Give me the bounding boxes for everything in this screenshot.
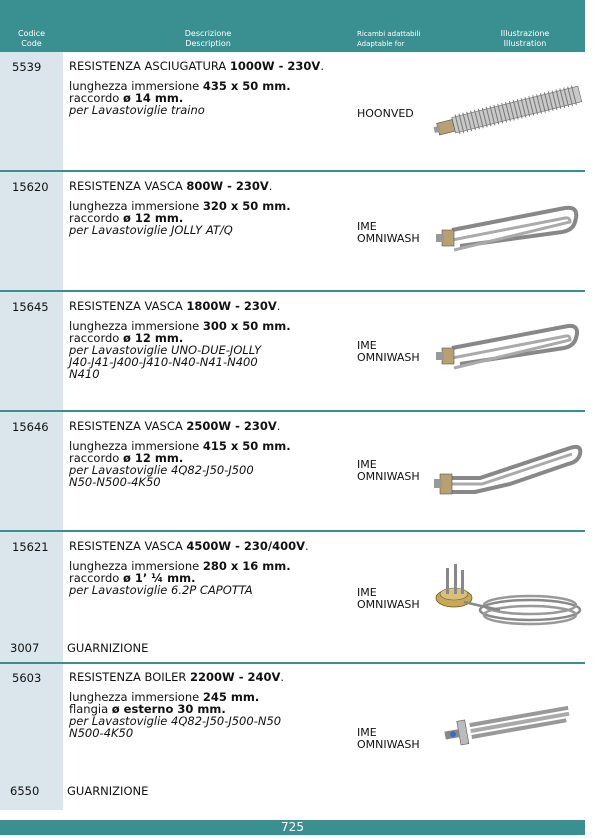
header-adaptable: Ricambi adattabili Adaptable for [357,29,421,48]
item-description: RESISTENZA BOILER 2200W - 240V. lunghezza immersione 245 mm. flangia ø esterno 30 mm. per Lavastoviglie 4Q82-J50-J500-N50 N500-4K50 [69,670,285,740]
finned-heating-element-icon [430,82,585,146]
flange-coil-heating-element-icon [430,558,585,637]
tank-heating-element-icon [430,200,580,269]
item-adaptable: IME OMNIWASH [357,339,420,364]
table-row [0,664,585,810]
boiler-heating-element-icon [430,699,580,753]
item-description: RESISTENZA VASCA 800W - 230V. lunghezza immersione 320 x 50 mm. raccordo ø 12 mm. per Lavastoviglie JOLLY AT/Q [69,179,291,237]
item-description: RESISTENZA ASCIUGATURA 1000W - 230V. lunghezza immersione 435 x 50 mm. raccordo ø 14 mm. per Lavastoviglie traino [69,59,324,117]
item-description: RESISTENZA VASCA 4500W - 230/400V. lunghezza immersione 280 x 16 mm. raccordo ø 1’ ¼ mm. per Lavastoviglie 6.2P CAPOTTA [69,539,309,597]
page-number: 725 [281,820,304,834]
item-code: 15645 [12,300,49,314]
table-row [0,52,585,170]
tank-heating-element-bent-icon [430,434,585,508]
table-row [0,292,585,410]
item-description: RESISTENZA VASCA 2500W - 230V. lunghezza immersione 415 x 50 mm. raccordo ø 12 mm. per Lavastoviglie 4Q82-J50-J500 N50-N500-4K50 [69,419,291,489]
item-adaptable: IME OMNIWASH [357,458,420,483]
item-code: 15646 [12,420,49,434]
item-adaptable: IME OMNIWASH [357,726,420,751]
header-code: Codice Code [17,28,46,48]
table-row [0,412,585,530]
tank-heating-element-icon [430,320,580,384]
item-sub-code: 3007 [10,641,40,655]
page-footer [0,820,585,835]
item-code: 15621 [12,540,49,554]
item-sub-code: 6550 [10,784,40,798]
item-sub-description: GUARNIZIONE [67,784,149,798]
item-description: RESISTENZA VASCA 1800W - 230V. lunghezza immersione 300 x 50 mm. raccordo ø 12 mm. per Lavastoviglie UNO-DUE-JOLLY J40-J41-J400-J410-N40-N41-N400 N410 [69,299,291,381]
header-illustration: Illustrazione Illustration [500,28,550,48]
table-header [0,25,585,52]
item-code: 15620 [12,180,49,194]
item-code: 5539 [12,60,42,74]
table-row [0,532,585,662]
table-row [0,172,585,290]
item-adaptable: IME OMNIWASH [357,220,420,245]
item-adaptable: HOONVED [357,107,414,120]
item-code: 5603 [12,671,42,685]
item-adaptable: IME OMNIWASH [357,586,420,611]
item-sub-description: GUARNIZIONE [67,641,149,655]
header-description: Descrizione Description [184,28,232,48]
top-band [0,0,585,25]
